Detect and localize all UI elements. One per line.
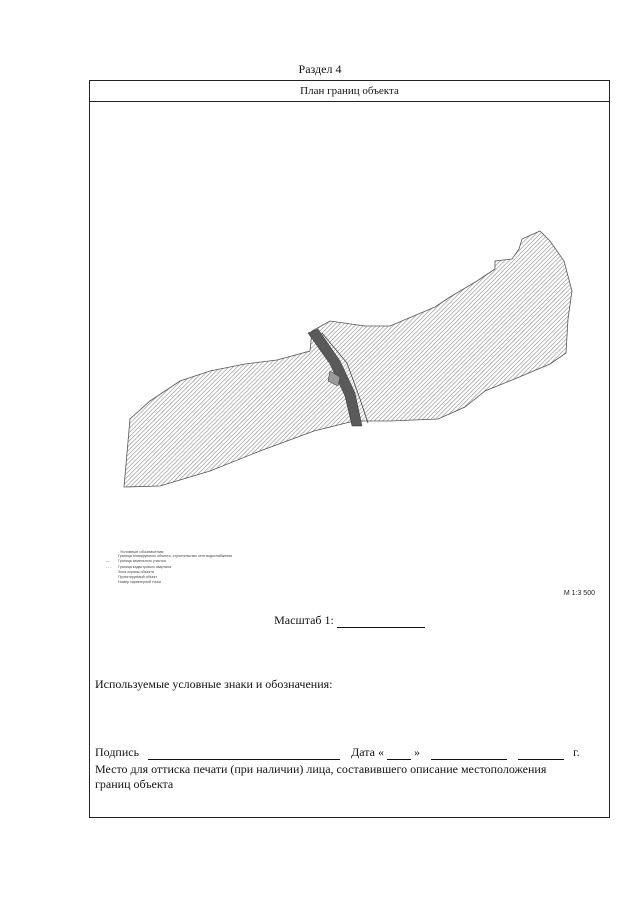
signature-row [95, 745, 580, 760]
legend-item: Зона охраны объекта [118, 569, 154, 574]
plan-title: План границ объекта [90, 81, 609, 102]
year-suffix: г. [573, 745, 580, 759]
parcel-boundary [124, 231, 572, 487]
legend-item: Номер характерной точки [118, 580, 161, 585]
scale-input-line[interactable] [337, 615, 425, 628]
legend-item: — Граница земельного участка [106, 559, 166, 564]
map-scale-label: М 1:3 500 [563, 590, 595, 597]
date-year-line[interactable] [518, 747, 564, 760]
stamp-label: Место для оттиска печати (при наличии) лица, составившего описание местоположения границ объекта [95, 762, 547, 791]
section-title: Раздел 4 [298, 62, 342, 76]
date-day-line[interactable] [387, 747, 411, 760]
date-label: Дата « [351, 745, 384, 759]
map-legend [104, 549, 232, 585]
boundary-map [90, 81, 609, 621]
date-month-line[interactable] [431, 747, 507, 760]
legend-title: Условные обозначения: [120, 549, 165, 554]
plan-frame [89, 80, 610, 818]
signs-label: Используемые условные знаки и обозначения: [95, 677, 333, 691]
legend-item: Проектируемый объект [118, 575, 158, 580]
signature-input-line[interactable] [148, 747, 340, 760]
scale-label: Масштаб 1: [274, 613, 334, 627]
legend-item: - - - Граница кадастрового квартала [106, 564, 172, 569]
legend-item: Граница планируемого объекта, строительство сети водоснабжения [118, 554, 233, 559]
signature-label: Подпись [95, 745, 140, 759]
scale-row [90, 613, 609, 628]
date-close: » [414, 745, 420, 759]
